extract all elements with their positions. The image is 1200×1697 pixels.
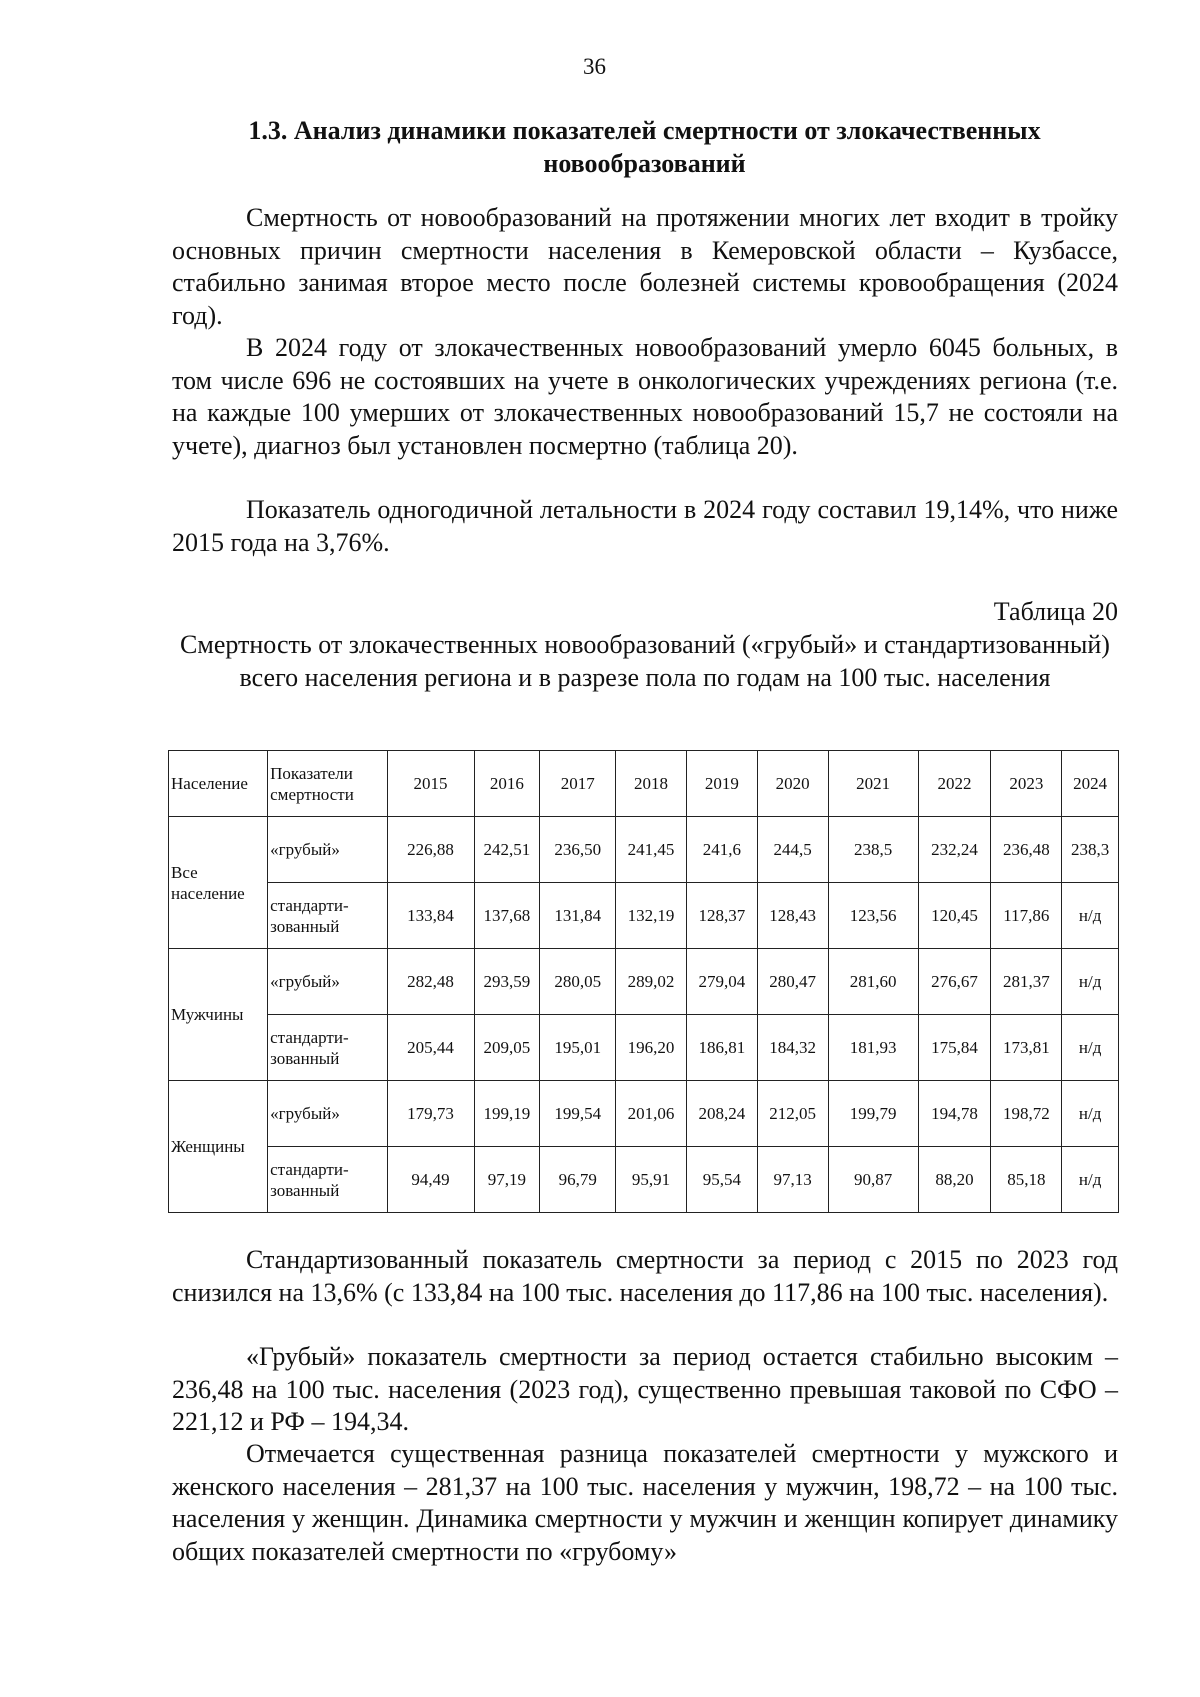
- section-heading: 1.3. Анализ динамики показателей смертности от злокачественных новообразований: [248, 116, 1041, 178]
- value-cell: н/д: [1062, 1081, 1119, 1147]
- value-cell: 281,37: [991, 949, 1062, 1015]
- value-cell: 96,79: [540, 1147, 616, 1213]
- value-cell: 97,13: [757, 1147, 828, 1213]
- table-row: [169, 883, 1119, 949]
- value-cell: 276,67: [918, 949, 991, 1015]
- value-cell: 194,78: [918, 1081, 991, 1147]
- value-cell: н/д: [1062, 949, 1119, 1015]
- value-cell: 120,45: [918, 883, 991, 949]
- value-cell: 196,20: [616, 1015, 687, 1081]
- table-row: [169, 1015, 1119, 1081]
- header-indicator: Показатели смертности: [268, 751, 387, 817]
- value-cell: 280,47: [757, 949, 828, 1015]
- header-year: 2015: [387, 751, 474, 817]
- population-group-cell: Мужчины: [169, 949, 268, 1081]
- value-cell: 132,19: [616, 883, 687, 949]
- value-cell: 238,3: [1062, 817, 1119, 883]
- header-year: 2020: [757, 751, 828, 817]
- value-cell: 88,20: [918, 1147, 991, 1213]
- value-cell: 123,56: [828, 883, 918, 949]
- mortality-table: [168, 750, 1119, 1213]
- value-cell: 199,79: [828, 1081, 918, 1147]
- value-cell: 131,84: [540, 883, 616, 949]
- value-cell: 232,24: [918, 817, 991, 883]
- value-cell: 195,01: [540, 1015, 616, 1081]
- header-population: Население: [169, 751, 268, 817]
- value-cell: 289,02: [616, 949, 687, 1015]
- value-cell: 133,84: [387, 883, 474, 949]
- value-cell: 242,51: [474, 817, 540, 883]
- indicator-cell: «грубый»: [268, 949, 387, 1015]
- header-year: 2019: [686, 751, 757, 817]
- table-header-row: [169, 751, 1119, 817]
- value-cell: 117,86: [991, 883, 1062, 949]
- paragraph: «Грубый» показатель смертности за период остается стабильно высоким – 236,48 на 100 тыс. населения (2023 год), существенно превышая таковой по СФО – 221,12 и РФ – 194,34.: [172, 1342, 1118, 1436]
- value-cell: 128,43: [757, 883, 828, 949]
- value-cell: 238,5: [828, 817, 918, 883]
- indicator-cell: стандарти-зованный: [268, 1015, 387, 1081]
- value-cell: н/д: [1062, 1015, 1119, 1081]
- indicator-cell: «грубый»: [268, 817, 387, 883]
- value-cell: 241,6: [686, 817, 757, 883]
- indicator-cell: стандарти-зованный: [268, 1147, 387, 1213]
- value-cell: 95,91: [616, 1147, 687, 1213]
- page-number: 36: [583, 54, 606, 79]
- indicator-cell: «грубый»: [268, 1081, 387, 1147]
- paragraph: В 2024 году от злокачественных новообразований умерло 6045 больных, в том числе 696 не состоявших на учете в онкологических учреждениях региона (т.е. на каждые 100 умерших от злокачественных новообразований 15,7 не состояли на учете), диагноз был установлен посмертно (таблица 20).: [172, 333, 1118, 460]
- value-cell: 128,37: [686, 883, 757, 949]
- value-cell: 236,50: [540, 817, 616, 883]
- value-cell: 94,49: [387, 1147, 474, 1213]
- value-cell: 137,68: [474, 883, 540, 949]
- value-cell: 90,87: [828, 1147, 918, 1213]
- header-year: 2024: [1062, 751, 1119, 817]
- value-cell: 209,05: [474, 1015, 540, 1081]
- value-cell: 201,06: [616, 1081, 687, 1147]
- indicator-cell: стандарти-зованный: [268, 883, 387, 949]
- paragraph: Показатель одногодичной летальности в 2024 году составил 19,14%, что ниже 2015 года на 3,76%.: [172, 495, 1118, 557]
- value-cell: н/д: [1062, 883, 1119, 949]
- header-year: 2023: [991, 751, 1062, 817]
- value-cell: 280,05: [540, 949, 616, 1015]
- value-cell: 226,88: [387, 817, 474, 883]
- header-year: 2018: [616, 751, 687, 817]
- header-year: 2021: [828, 751, 918, 817]
- value-cell: 186,81: [686, 1015, 757, 1081]
- table-row: [169, 817, 1119, 883]
- population-group-cell: Все население: [169, 817, 268, 949]
- value-cell: 281,60: [828, 949, 918, 1015]
- paragraph: Отмечается существенная разница показателей смертности у мужского и женского населения – 281,37 на 100 тыс. населения у мужчин, 198,72 – на 100 тыс. населения у женщин. Динамика смертности у мужчин и женщин копирует динамику общих показателей смертности по «грубому»: [172, 1439, 1118, 1566]
- value-cell: 95,54: [686, 1147, 757, 1213]
- value-cell: 244,5: [757, 817, 828, 883]
- population-group-cell: Женщины: [169, 1081, 268, 1213]
- header-year: 2016: [474, 751, 540, 817]
- header-year: 2017: [540, 751, 616, 817]
- value-cell: 181,93: [828, 1015, 918, 1081]
- value-cell: 179,73: [387, 1081, 474, 1147]
- value-cell: 198,72: [991, 1081, 1062, 1147]
- header-year: 2022: [918, 751, 991, 817]
- value-cell: 212,05: [757, 1081, 828, 1147]
- value-cell: 199,54: [540, 1081, 616, 1147]
- value-cell: 173,81: [991, 1015, 1062, 1081]
- table-row: [169, 1081, 1119, 1147]
- value-cell: 184,32: [757, 1015, 828, 1081]
- value-cell: 236,48: [991, 817, 1062, 883]
- paragraph: Смертность от новообразований на протяжении многих лет входит в тройку основных причин смертности населения в Кемеровской области – Кузбассе, стабильно занимая второе место после болезней системы кровообращения (2024 год).: [172, 203, 1118, 330]
- value-cell: 208,24: [686, 1081, 757, 1147]
- table-row: [169, 949, 1119, 1015]
- value-cell: 199,19: [474, 1081, 540, 1147]
- value-cell: 85,18: [991, 1147, 1062, 1213]
- paragraph: Стандартизованный показатель смертности за период с 2015 по 2023 год снизился на 13,6% (с 133,84 на 100 тыс. населения до 117,86 на 100 тыс. населения).: [172, 1245, 1118, 1307]
- value-cell: 205,44: [387, 1015, 474, 1081]
- value-cell: 282,48: [387, 949, 474, 1015]
- value-cell: 293,59: [474, 949, 540, 1015]
- value-cell: 241,45: [616, 817, 687, 883]
- value-cell: 97,19: [474, 1147, 540, 1213]
- value-cell: 175,84: [918, 1015, 991, 1081]
- table-row: [169, 1147, 1119, 1213]
- table-label: Таблица 20: [993, 597, 1118, 626]
- table-caption: Смертность от злокачественных новообразований («грубый» и стандартизованный) всего населения региона и в разрезе пола по годам на 100 тыс. населения: [180, 630, 1110, 692]
- value-cell: н/д: [1062, 1147, 1119, 1213]
- value-cell: 279,04: [686, 949, 757, 1015]
